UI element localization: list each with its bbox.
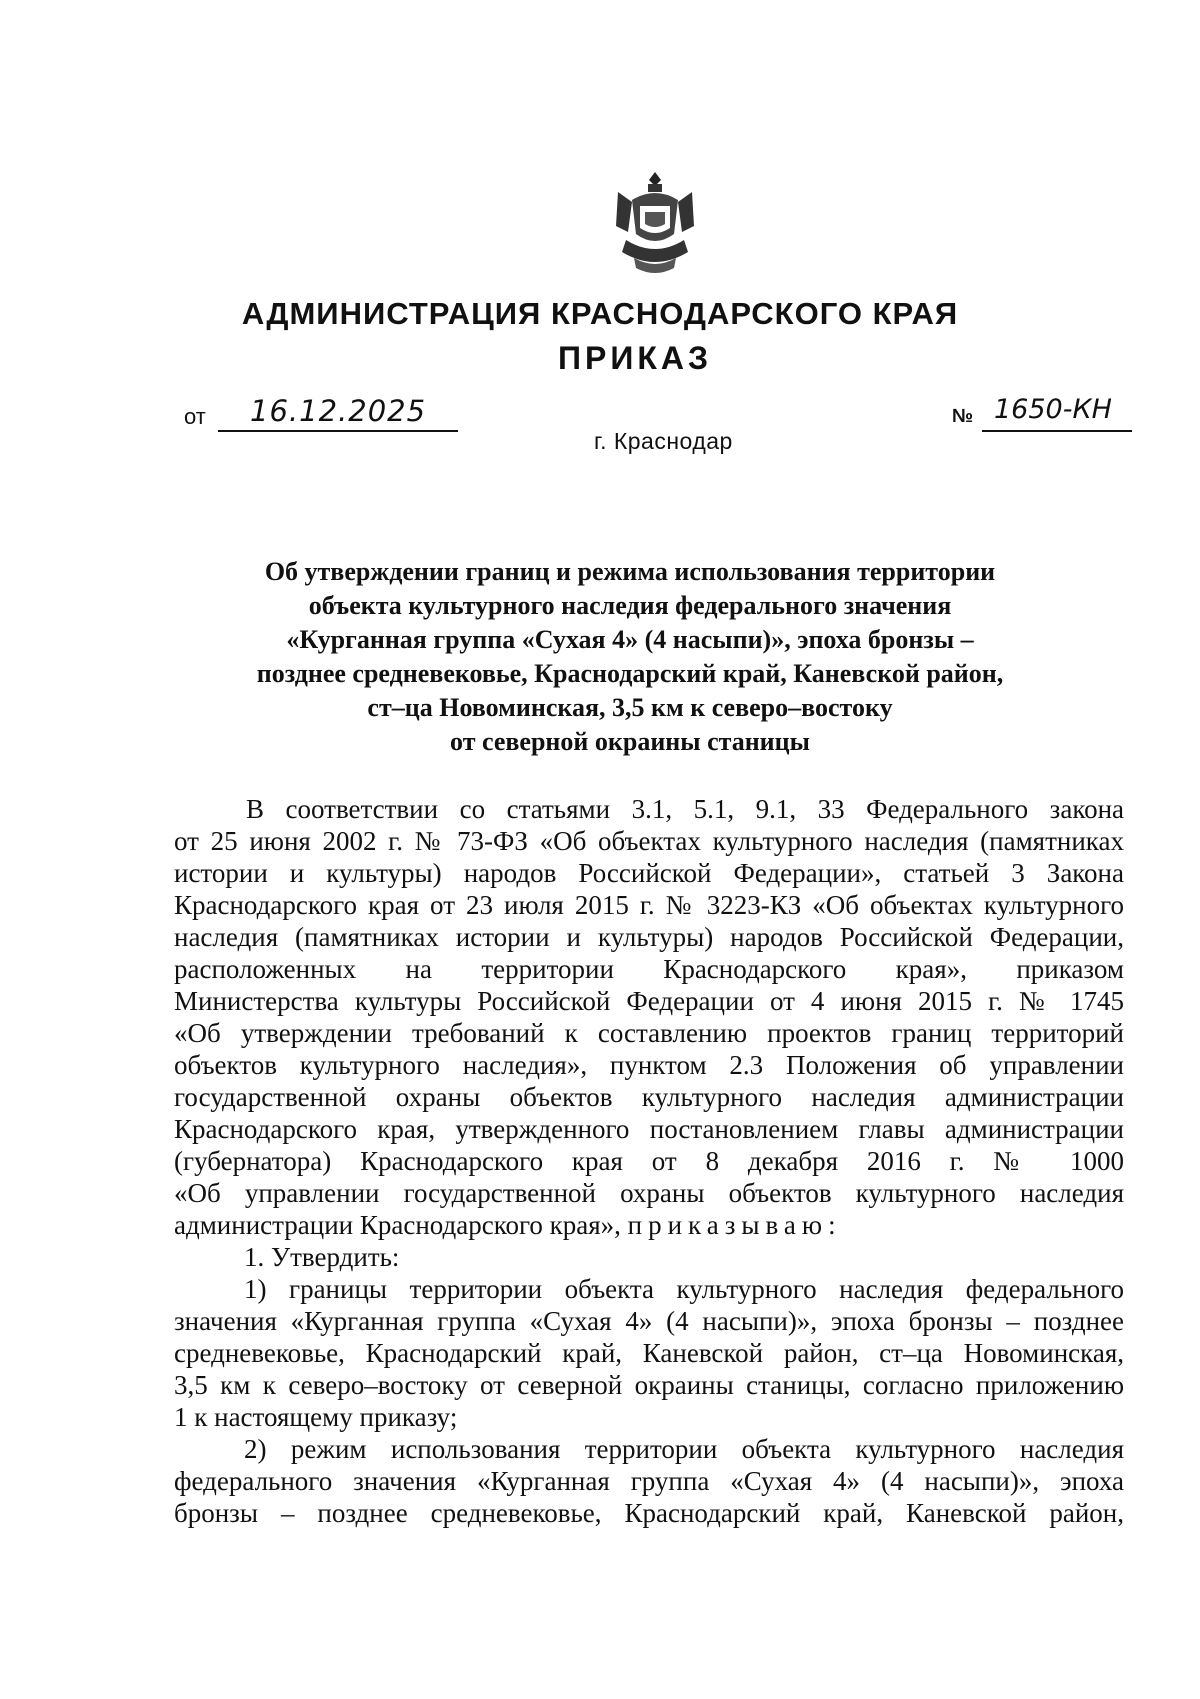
title-line: от северной окраины станицы bbox=[450, 727, 810, 756]
body-line: истории и культуры) народов Российской Федерации», статьей 3 Закона bbox=[174, 858, 1124, 888]
title-line: «Курганная группа «Сухая 4» (4 насыпи)», эпоха бронзы – bbox=[286, 625, 974, 654]
date-underline bbox=[218, 430, 458, 432]
number-underline bbox=[982, 430, 1132, 432]
title-line: ст–ца Новоминская, 3,5 км к северо–востоку bbox=[367, 693, 893, 722]
item-heading: 1. Утвердить: bbox=[244, 1242, 400, 1272]
body-line: 1 к настоящему приказу; bbox=[174, 1402, 458, 1432]
date-prefix: от bbox=[184, 404, 206, 429]
body-line: (губернатора) Краснодарского края от 8 декабря 2016 г. № 1000 bbox=[174, 1146, 1124, 1176]
body-line: 1) границы территории объекта культурного наследия федерального bbox=[244, 1274, 1124, 1304]
body-line: наследия (памятниках истории и культуры) народов Российской Федерации, bbox=[174, 922, 1124, 952]
handwritten-date: 16.12.2025 bbox=[250, 394, 427, 428]
coat-of-arms-emblem bbox=[612, 170, 698, 280]
city-name: г. Краснодар bbox=[594, 428, 733, 454]
body-line: средневековье, Краснодарский край, Каневской район, ст–ца Новоминская, bbox=[174, 1338, 1124, 1368]
title-line: Об утверждении границ и режима использования территории bbox=[264, 557, 996, 586]
handwritten-number: 1650-КН bbox=[994, 394, 1112, 425]
body-line: «Об управлении государственной охраны объектов культурного наследия bbox=[174, 1178, 1124, 1208]
document-body bbox=[174, 793, 1124, 1529]
body-line: значения «Курганная группа «Сухая 4» (4 насыпи)», эпоха бронзы – позднее bbox=[174, 1306, 1124, 1336]
number-field bbox=[952, 394, 1152, 434]
number-prefix: № bbox=[952, 406, 974, 427]
organization-name: АДМИНИСТРАЦИЯ КРАСНОДАРСКОГО КРАЯ bbox=[241, 296, 959, 331]
body-line: 2) режим использования территории объекта культурного наследия bbox=[244, 1434, 1124, 1464]
document-type: ПРИКАЗ bbox=[557, 340, 713, 376]
body-line: объектов культурного наследия», пунктом 2.3 Положения об управлении bbox=[174, 1050, 1124, 1080]
body-line: Краснодарского края, утвержденного постановлением главы администрации bbox=[174, 1114, 1124, 1144]
body-line: 3,5 км к северо–востоку от северной окраины станицы, согласно приложению bbox=[174, 1370, 1124, 1400]
body-line: от 25 июня 2002 г. № 73-ФЗ «Об объектах культурного наследия (памятниках bbox=[174, 826, 1124, 856]
title-line: позднее средневековье, Краснодарский край, Каневской район, bbox=[256, 659, 1004, 688]
preamble-end: администрации Краснодарского края», bbox=[174, 1210, 621, 1240]
date-field bbox=[184, 394, 464, 434]
body-line: федерального значения «Курганная группа «Сухая 4» (4 насыпи)», эпоха bbox=[174, 1466, 1124, 1496]
body-line: Министерства культуры Российской Федерации от 4 июня 2015 г. № 1745 bbox=[174, 986, 1124, 1016]
title-line: объекта культурного наследия федерального значения bbox=[308, 591, 952, 620]
body-line: «Об утверждении требований к составлению проектов границ территорий bbox=[174, 1018, 1124, 1048]
body-line: Краснодарского края от 23 июля 2015 г. № 3223-КЗ «Об объектах культурного bbox=[174, 890, 1124, 920]
body-line: государственной охраны объектов культурного наследия администрации bbox=[174, 1082, 1124, 1112]
body-line: В соответствии со статьями 3.1, 5.1, 9.1, 33 Федерального закона bbox=[246, 794, 1124, 824]
body-line: расположенных на территории Краснодарского края», приказом bbox=[174, 954, 1124, 984]
body-line: бронзы – позднее средневековье, Краснодарский край, Каневской район, bbox=[174, 1498, 1124, 1528]
body-line bbox=[174, 1209, 1124, 1241]
decree-word: приказываю: bbox=[627, 1210, 842, 1240]
document-title bbox=[200, 555, 1060, 759]
